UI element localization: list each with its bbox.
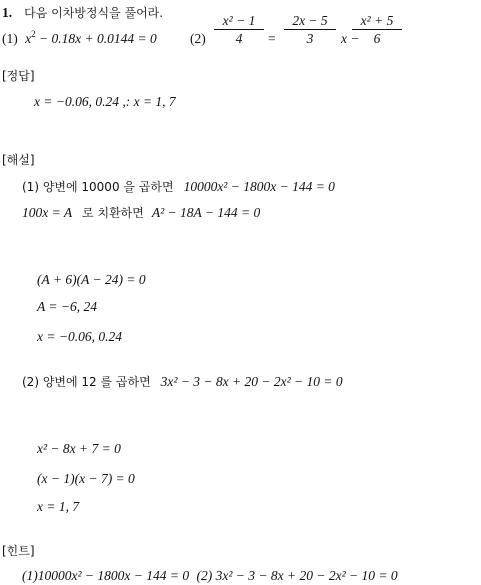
- solution-step-2: A = −6, 24: [37, 299, 97, 314]
- solution-step-4: x² − 8x + 7 = 0: [37, 441, 121, 456]
- solution-line-2-math-a: 100x = A: [22, 205, 73, 220]
- part2-equals: =: [268, 31, 276, 46]
- solution-heading: [해설]: [2, 153, 35, 167]
- problem-number: 1.: [2, 5, 13, 20]
- solution-line-2-text: 로 치환하면: [82, 206, 144, 220]
- solution-step-3: x = −0.06, 0.24: [37, 329, 122, 344]
- problem-header: [2, 6, 163, 20]
- hint-part-1: (1)10000x² − 1800x − 144 = 0: [22, 568, 190, 583]
- part1-sq: 2: [31, 29, 36, 39]
- part2-fraction-1: [214, 14, 264, 45]
- fraction-2-numerator: 2x − 5: [292, 13, 328, 28]
- solution-line-3-text: (2) 양변에 12 를 곱하면: [22, 375, 151, 389]
- solution-line-2: [22, 206, 260, 220]
- solution-line-1-math: 10000x² − 1800x − 144 = 0: [183, 179, 335, 194]
- solution-step-5: (x − 1)(x − 7) = 0: [37, 471, 135, 486]
- answer-heading: [정답]: [2, 69, 35, 83]
- part1-x: x: [25, 31, 32, 46]
- part2-fraction-3: [352, 14, 402, 45]
- problem-part1: [2, 29, 157, 46]
- part2-fraction-2: [284, 14, 336, 45]
- solution-line-1: [22, 180, 335, 194]
- answer-text: x = −0.06, 0.24 ,: x = 1, 7: [34, 94, 176, 109]
- part2-middle: x −: [341, 31, 360, 46]
- part1-label: (1): [2, 31, 18, 46]
- part2-label: (2): [190, 31, 206, 46]
- fraction-3-numerator: x² + 5: [360, 13, 394, 28]
- solution-line-3: [22, 375, 343, 389]
- fraction-3-denominator: 6: [373, 30, 381, 46]
- fraction-1-denominator: 4: [235, 30, 243, 46]
- hint-heading: [힌트]: [2, 544, 35, 558]
- hint-part-2: (2) 3x² − 3 − 8x + 20 − 2x² − 10 = 0: [196, 568, 398, 583]
- fraction-2-denominator: 3: [306, 30, 314, 46]
- solution-line-2-math-b: A² − 18A − 144 = 0: [151, 205, 261, 220]
- hint-text: [22, 569, 398, 583]
- part1-rest: − 0.18x + 0.0144 = 0: [35, 31, 157, 46]
- solution-line-3-math: 3x² − 3 − 8x + 20 − 2x² − 10 = 0: [160, 374, 343, 389]
- solution-line-1-text: (1) 양변에 10000 을 곱하면: [22, 180, 174, 194]
- solution-step-1: (A + 6)(A − 24) = 0: [37, 272, 146, 287]
- solution-step-6: x = 1, 7: [37, 499, 80, 514]
- fraction-1-numerator: x² − 1: [222, 13, 256, 28]
- problem-instruction: 다음 이차방정식을 풀어라.: [24, 6, 164, 20]
